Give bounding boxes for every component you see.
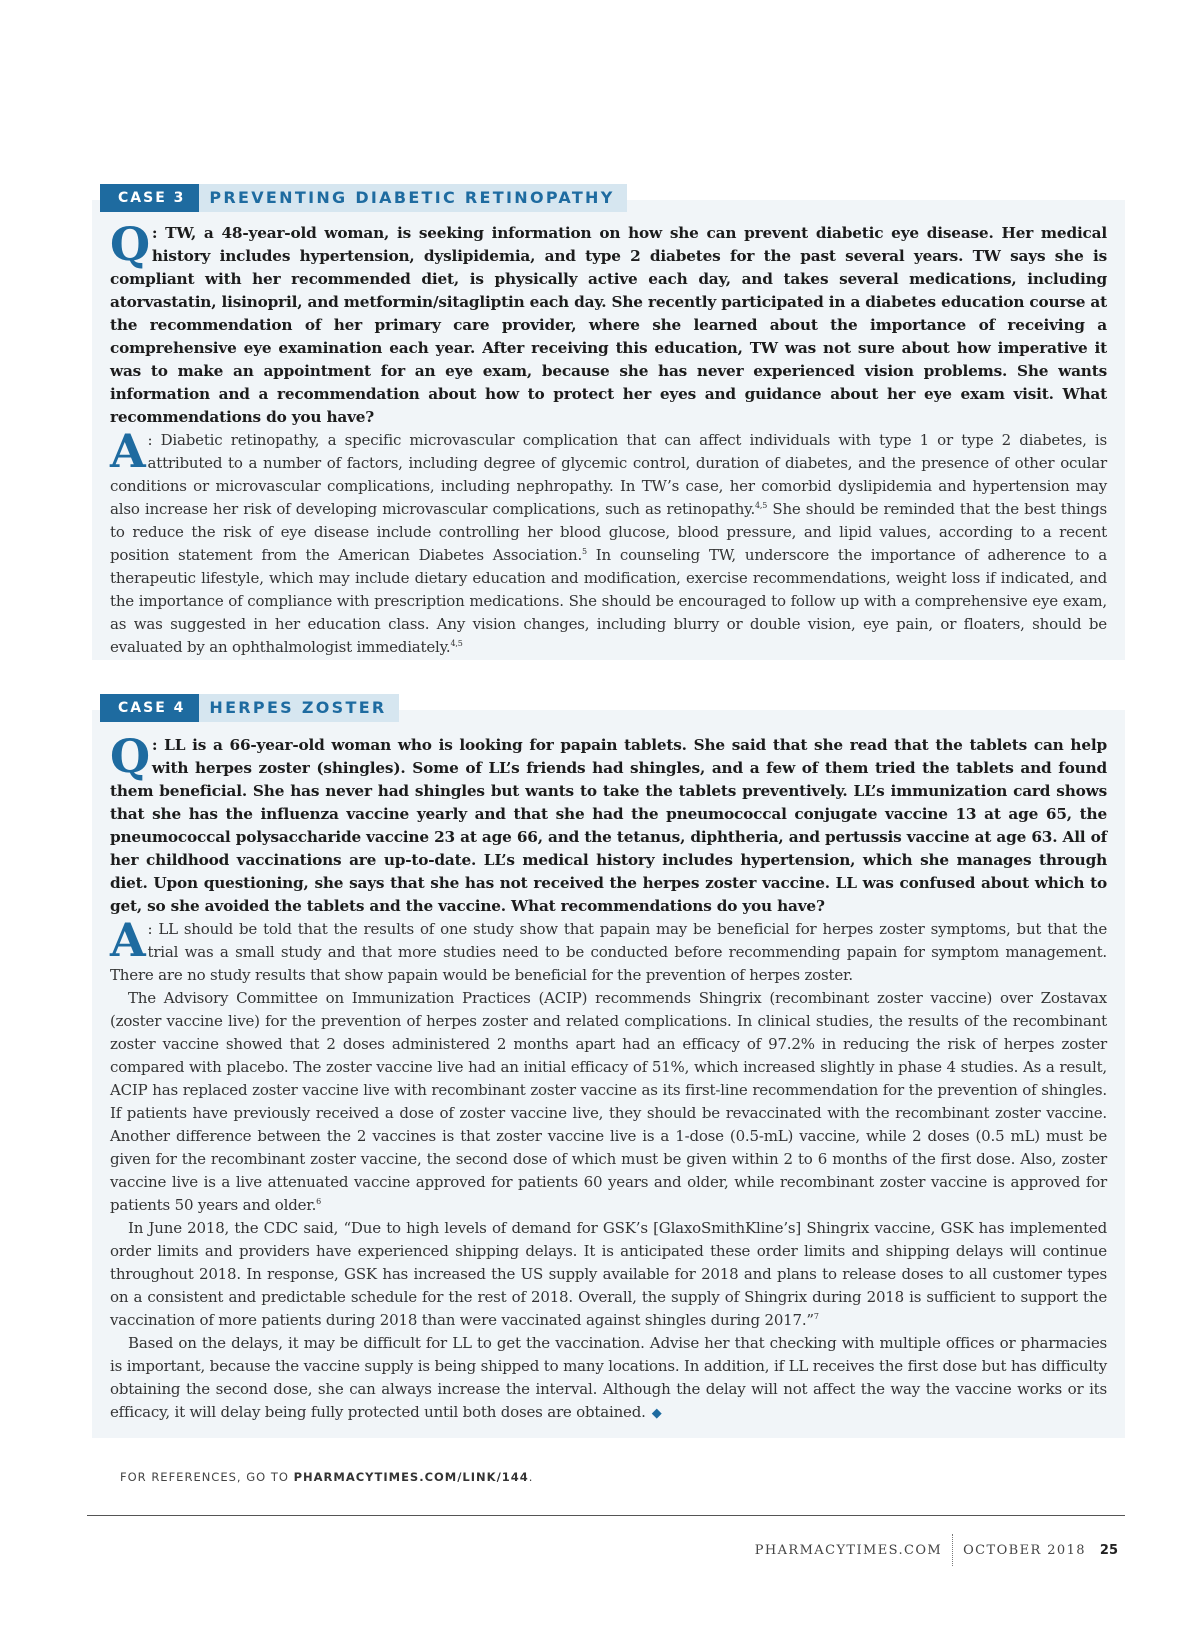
citation: 5 bbox=[582, 547, 587, 556]
citation: 6 bbox=[316, 1197, 322, 1206]
case-4-answer-text-1: : LL should be told that the results of one study show that papain may be beneficial for herpes zoster symptoms, but that the trial was a small study and that more studies need to be conducted before recommending papain for symptom management. There are no study results that show papain would be beneficial for the prevention of herpes zoster. bbox=[110, 920, 1107, 984]
case-3-panel bbox=[92, 188, 1125, 660]
references-suffix: . bbox=[528, 1470, 534, 1484]
question-drop-cap: Q bbox=[110, 729, 150, 783]
case-3-tag: CASE 3 bbox=[100, 184, 199, 212]
case-4-tag: CASE 4 bbox=[100, 694, 199, 722]
footer-divider bbox=[87, 1515, 1125, 1516]
question-drop-cap: Q bbox=[110, 217, 150, 271]
case-4-question-text: : LL is a 66-year-old woman who is looking for papain tablets. She said that she read that the tablets can help with herpes zoster (shingles). Some of LL’s friends had shingles, and a few of them tried the tablets and found them beneficial. She has never had shingles but wants to take the tablets preventively. LL’s immunization card shows that she has the influenza vaccine yearly and that she had the pneumococcal conjugate vaccine 13 at age 65, the pneumococcal polysaccharide vaccine 23 at age 66, and the tetanus, diphtheria, and pertussis vaccine at age 63. All of her childhood vaccinations are up-to-date. LL’s medical history includes hypertension, which she manages through diet. Upon questioning, she says that she has not received the herpes zoster vaccine. LL was confused about which to get, so she avoided the tablets and the vaccine. What recommendations do you have? bbox=[110, 736, 1107, 915]
case-3-answer-text-3: In counseling TW, underscore the importance of adherence to a therapeutic lifestyle, which may include dietary education and modification, exercise recommendations, weight loss if indicated, and the importance of compliance with prescription medications. She should be encouraged to follow up with a comprehensive eye exam, as was suggested in her education class. Any vision changes, including blurry or double vision, eye pain, or floaters, should be evaluated by an ophthalmologist immediately. bbox=[110, 546, 1107, 656]
case-4-answer-4 bbox=[110, 1332, 1107, 1425]
answer-drop-cap: A bbox=[110, 913, 146, 967]
end-mark-diamond-icon: ◆ bbox=[651, 1406, 662, 1421]
case-4-answer-text-3: In June 2018, the CDC said, “Due to high levels of demand for GSK’s [GlaxoSmithKline’s] Shingrix vaccine, GSK has implemented order limits and providers have experienced shipping delays. It is anticipated these order limits and shipping delays will continue throughout 2018. In response, GSK has increased the US supply available for 2018 and plans to release doses to all customer types on a consistent and predictable schedule for the rest of 2018. Overall, the supply of Shingrix during 2018 is sufficient to support the vaccination of more patients during 2018 than were vaccinated against shingles during 2017.” bbox=[110, 1219, 1107, 1329]
case-4-question bbox=[110, 729, 1107, 918]
footer-separator bbox=[952, 1534, 953, 1566]
answer-drop-cap: A bbox=[110, 424, 146, 478]
case-4-answer-text-4: Based on the delays, it may be difficult for LL to get the vaccination. Advise her that checking with multiple offices or pharmacies is important, because the vaccine supply is being shipped to many locations. In addition, if LL receives the first dose but has difficulty obtaining the second dose, she can always increase the interval. Although the delay will not affect the way the vaccine works or its efficacy, it will delay being fully protected until both doses are obtained. bbox=[110, 1334, 1107, 1421]
references-note bbox=[120, 1470, 533, 1484]
footer-site: PHARMACYTIMES.COM bbox=[754, 1542, 943, 1558]
page-number: 25 bbox=[1099, 1542, 1118, 1558]
case-4-body bbox=[92, 729, 1125, 1425]
case-4-answer-2 bbox=[110, 987, 1107, 1217]
references-prefix: FOR REFERENCES, GO TO bbox=[120, 1470, 294, 1484]
footer-issue: OCTOBER 2018 bbox=[963, 1542, 1086, 1558]
citation: 4,5 bbox=[450, 639, 463, 648]
case-3-question bbox=[110, 217, 1107, 429]
case-4-answer-1 bbox=[110, 913, 1107, 987]
case-4-panel bbox=[92, 698, 1125, 1438]
case-4-answer-3 bbox=[110, 1217, 1107, 1332]
case-3-answer bbox=[110, 424, 1107, 659]
case-3-question-text: : TW, a 48-year-old woman, is seeking information on how she can prevent diabetic eye disease. Her medical history includes hypertension, dyslipidemia, and type 2 diabetes for the past several years. TW says she is compliant with her recommended diet, is physically active each day, and takes several medications, including atorvastatin, lisinopril, and metformin/sitagliptin each day. She recently participated in a diabetes education course at the recommendation of her primary care provider, where she learned about the importance of receiving a comprehensive eye examination each year. After receiving this education, TW was not sure about how imperative it was to make an appointment for an eye exam, because she has never experienced vision problems. She wants information and a recommendation about how to protect her eyes and guidance about her eye exam visit. What recommendations do you have? bbox=[110, 224, 1107, 426]
case-4-header bbox=[100, 694, 399, 722]
citation: 4,5 bbox=[755, 501, 768, 510]
case-4-answer-text-2: The Advisory Committee on Immunization Practices (ACIP) recommends Shingrix (recombinant zoster vaccine) over Zostavax (zoster vaccine live) for the prevention of herpes zoster and related complications. In clinical studies, the results of the recombinant zoster vaccine showed that 2 doses administered 2 months apart had an efficacy of 97.2% in reducing the risk of herpes zoster compared with placebo. The zoster vaccine live had an initial efficacy of 51%, which increased slightly in phase 4 studies. As a result, ACIP has replaced zoster vaccine live with recombinant zoster vaccine as its first-line recommendation for the prevention of shingles. If patients have previously received a dose of zoster vaccine live, they should be revaccinated with the recombinant zoster vaccine. Another difference between the 2 vaccines is that zoster vaccine live is a 1-dose (0.5-mL) vaccine, while 2 doses (0.5 mL) must be given for the recombinant zoster vaccine, the second dose of which must be given within 2 to 6 months of the first dose. Also, zoster vaccine live is a live attenuated vaccine approved for patients 60 years and older, while recombinant zoster vaccine is approved for patients 50 years and older. bbox=[110, 989, 1107, 1214]
case-3-title: PREVENTING DIABETIC RETINOPATHY bbox=[199, 184, 626, 212]
case-3-answer-text-2: She should be reminded that the best things to reduce the risk of eye disease include controlling her blood glucose, blood pressure, and lipid values, according to a recent position statement from the American Diabetes Association. bbox=[110, 500, 1107, 564]
case-4-title: HERPES ZOSTER bbox=[199, 694, 398, 722]
page-footer bbox=[755, 1534, 1118, 1566]
case-3-header bbox=[100, 184, 627, 212]
case-3-answer-text-1: : Diabetic retinopathy, a specific microvascular complication that can affect individuals with type 1 or type 2 diabetes, is attributed to a number of factors, including degree of glycemic control, duration of diabetes, and the presence of other ocular conditions or microvascular complications, including nephropathy. In TW’s case, her comorbid dyslipidemia and hypertension may also increase her risk of developing microvascular complications, such as retinopathy. bbox=[110, 431, 1107, 518]
references-link[interactable]: PHARMACYTIMES.COM/LINK/144 bbox=[293, 1470, 529, 1484]
citation: 7 bbox=[813, 1312, 819, 1321]
case-3-body bbox=[92, 217, 1125, 659]
